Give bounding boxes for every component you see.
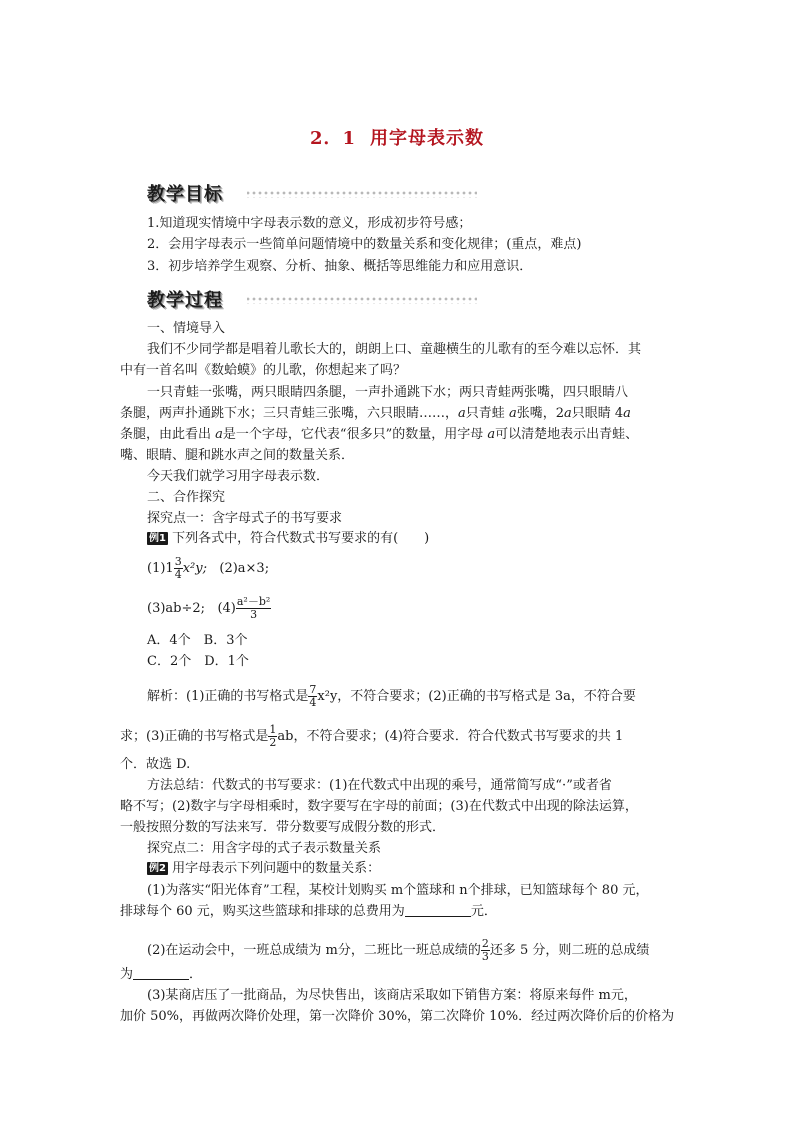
expr-1: (1)1 $\frac{3}{4}$ x²y; (2)a×3; (147, 555, 270, 581)
intro-p2-line1: 一只青蛙一张嘴，两只眼睛四条腿，一声扑通跳下水；两只青蛙两张嘴，四只眼睛八 (147, 385, 629, 400)
example-2-question: 例2 用字母表示下列问题中的数量关系： (149, 861, 381, 876)
intro-p2-line2: 条腿，两声扑通跳下水；三只青蛙三张嘴，六只眼睛……，a只青蛙 a张嘴，2a只眼睛 4a (120, 406, 631, 421)
q3-line2: 加价 50%，再做两次降价处理，第一次降价 30%，第二次降价 10%．经过两次降价后的价格为 (120, 1009, 675, 1024)
goal-1: 1.知道现实情境中字母表示数的意义，形成初步符号感； (147, 216, 472, 231)
answer-blank[interactable] (133, 979, 189, 980)
section-label-goals: 教学目标 (147, 184, 223, 205)
options-a-b: A．4个 B．3个 (147, 633, 248, 648)
explore-point-1: 探究点一：含字母式子的书写要求 (147, 511, 343, 526)
example-tag: 例1 (149, 533, 166, 544)
section-number: 2．1 (309, 128, 357, 149)
page-title (0, 124, 794, 150)
q1-line1: (1)为落实“阳光体育”工程，某校计划购买 m个篮球和 n个排球，已知篮球每个 80 元， (147, 883, 649, 898)
goal-3: 3．初步培养学生观察、分析、抽象、概括等思维能力和应用意识． (147, 259, 533, 274)
answer-blank[interactable] (405, 916, 471, 917)
section-label-process: 教学过程 (147, 290, 223, 311)
intro-p3: 今天我们就学习用字母表示数． (147, 469, 330, 484)
solution-line1: 解析：(1)正确的书写格式是 $\frac{7}{4}$ x²y，不符合要求；(2)正确的书写格式是 3a，不符合要 (147, 683, 636, 709)
intro-p1-line2: 中有一首名叫《数蛤蟆》的儿歌，你想起来了吗？ (120, 363, 407, 378)
intro-p1-line1: 我们不少同学都是唱着儿歌长大的，朗朗上口、童趣横生的儿歌有的至今难以忘怀．其 (147, 342, 642, 357)
solution-line2: 求；(3)正确的书写格式是 $\frac{1}{2}$ ab，不符合要求；(4)符合要求．符合代数式书写要求的共 1 (120, 723, 624, 749)
intro-heading: 一、情境导入 (147, 321, 226, 336)
example-1-question: 例1 下列各式中，符合代数式书写要求的有( ) (149, 531, 430, 546)
example-tag: 例2 (149, 863, 166, 874)
method-line1: 方法总结：代数式的书写要求：(1)在代数式中出现的乘号，通常简写成“·”或者省 (147, 778, 612, 793)
goal-2: 2．会用字母表示一些简单问题情境中的数量关系和变化规律；(重点，难点) (147, 237, 582, 252)
intro-p2-line3: 条腿，由此看出 a是一个字母，它代表“很多只”的数量，用字母 a可以清楚地表示出青蛙、 (120, 427, 639, 442)
title-text: 用字母表示数 (370, 128, 485, 149)
options-c-d: C．2个 D．1个 (147, 654, 249, 669)
section-header-process (147, 286, 477, 312)
q1-line2: 排球每个 60 元，购买这些篮球和排球的总费用为 元． (120, 904, 497, 919)
expr-3-4: (3)ab÷2; (4) $\frac{\text{a²－b²}}{3}$ (147, 595, 271, 621)
q2-line2: 为 ． (120, 967, 203, 982)
solution-line3: 个．故选 D. (120, 757, 191, 772)
explore-point-2: 探究点二：用含字母的式子表示数量关系 (147, 841, 382, 856)
method-line2: 略不写；(2)数字与字母相乘时，数字要写在字母的前面；(3)在代数式中出现的除法运算， (120, 799, 638, 814)
section-header-goals (147, 180, 477, 206)
dotted-divider (239, 296, 477, 304)
explore-heading: 二、合作探究 (147, 490, 226, 505)
method-line3: 一般按照分数的写法来写．带分数要写成假分数的形式． (120, 820, 446, 835)
q2-line1: (2)在运动会中，一班总成绩为 m分，二班比一班总成绩的 $\frac{2}{3}$ 还多 5 分，则二班的总成绩 (147, 937, 650, 963)
q3-line1: (3)某商店压了一批商品，为尽快售出，该商店采取如下销售方案：将原来每件 m元， (147, 988, 637, 1003)
intro-p2-line4: 嘴、眼睛、腿和跳水声之间的数量关系． (120, 448, 355, 463)
dotted-divider (239, 190, 477, 198)
